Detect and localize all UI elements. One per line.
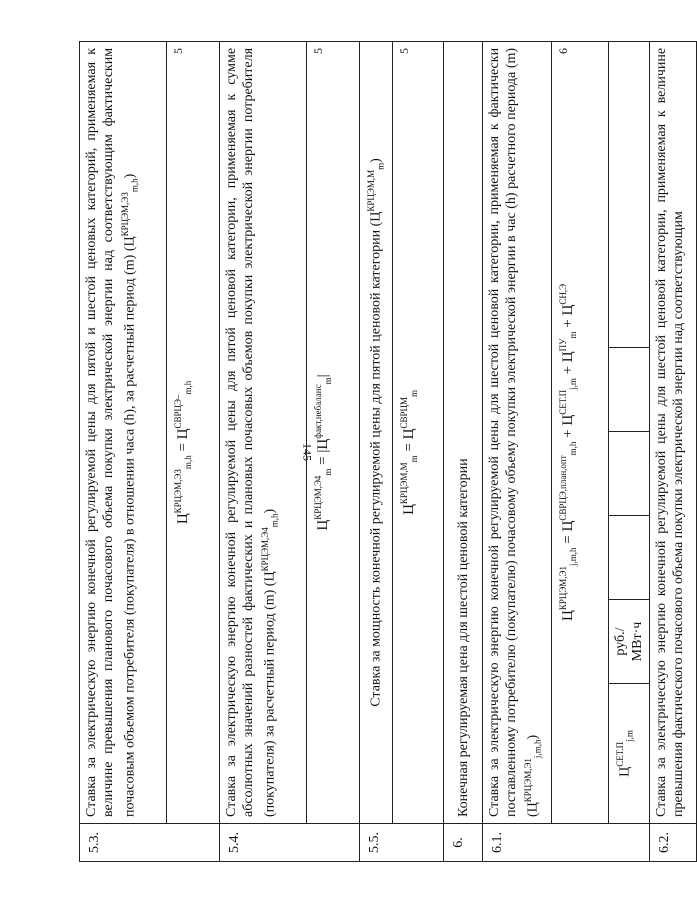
formula: $Ц^{КРЦЭМ,М}_m = Ц^{СВРЦМ}_m$: [399, 390, 420, 515]
row-description: Ставка за электрическую энергию конечной регулируемой цены для шестой ценовой категории, применяемая к величине превышения фактического почасового объема покупки электрической энергии над соответствующим: [650, 41, 697, 823]
row-number: 6.1.: [483, 824, 650, 862]
component-label: $Ц^{СЕТ.П}_{j,m}$: [609, 684, 650, 824]
formula: $Ц^{КРЦЭМ,Э4}_m = |Ц^{факт,небаланс}_m|$: [313, 374, 333, 531]
row-formula: [393, 41, 444, 823]
table-row-5-4: [220, 41, 307, 861]
row-description: Ставка за электрическую энергию конечной регулируемой цены для шестой ценовой категории, применяемая к фактически поставленному потребителю (покупателю) почасовому объему покупки электрической энергии в час (h) расчетного периода (m) $(Ц^{КРЦЭМ,Э1}_{j,m,h})$: [483, 41, 552, 823]
footnote-number: 5: [397, 47, 412, 54]
formula: $Ц^{КРЦЭМ,Э1}_{j,m,h} = Ц^{СВРЦЭ,план,опт}_{m,h} + Ц^{СЕТ.П}_{j,m} + Ц^{ПУ}_m + Ц^{СН,Э}$: [558, 283, 579, 621]
table-row-6-1-components: [609, 41, 650, 861]
formula: $Ц^{КРЦЭМ,ЭЗ}_{m,h} = Ц^{СВРЦЭ-}_{m,h}$: [173, 380, 193, 525]
table-row-6: [444, 41, 483, 861]
table-row-6-2: [650, 41, 697, 861]
row-number: 5.3.: [80, 824, 220, 862]
row-formula: [307, 41, 360, 823]
row-number: 5.5.: [360, 824, 444, 862]
row-description: Ставка за электрическую энергию конечной регулируемой цены для пятой и шестой ценовых категорий, применяемая к величине превышения планового почасового объема покупки электрической энергии над соответствующим фактическим почасовым объемом потребителя (покупателя) в отношении часа (h), за расчетный период (m) $(Ц^{КРЦЭМ,ЭЗ}_{m,h})$: [80, 41, 167, 823]
table-row-6-1: [483, 41, 552, 861]
table-row-6-1-formula: [552, 41, 609, 861]
row-formula: [167, 41, 220, 823]
table-row-5-3: [80, 41, 167, 861]
tariff-table-rotated: [79, 42, 687, 862]
tariff-table: [79, 41, 697, 862]
page-number: 145: [300, 443, 315, 461]
footnote-number: 6: [556, 47, 571, 54]
component-unit: руб./ МВт·ч: [609, 600, 650, 684]
table-row-5-5: [360, 41, 393, 861]
footnote-number: 5: [171, 47, 185, 54]
empty-cell: [609, 516, 650, 600]
empty-cell: [609, 348, 650, 432]
table-row-5-5-formula: [393, 41, 444, 861]
table-row-5-4-formula: [307, 41, 360, 861]
row-number: 5.4.: [220, 824, 360, 862]
empty-cell: [609, 41, 650, 347]
row-formula: [552, 41, 609, 823]
row-number: 6.: [444, 824, 483, 862]
table-row-5-3-formula: [167, 41, 220, 861]
row-description: Конечная регулируемая цена для шестой ценовой категории: [444, 41, 483, 823]
row-description: Ставка за электрическую энергию конечной регулируемой цены для пятой ценовой категории, применяемая к сумме абсолютных значений разностей фактических и плановых почасовых объемов покупки электрической энергии потребителя (покупателя) за расчетный период (m) $(Ц^{КРЦЭМ,Э4}_{m,h})$: [220, 41, 307, 823]
row-number: 6.2.: [650, 824, 697, 862]
footnote-number: 5: [311, 47, 325, 54]
empty-cell: [609, 432, 650, 516]
row-description: Ставка за мощность конечной регулируемой цены для пятой ценовой категории $(Ц^{КРЦЭМ,М}_m)$: [360, 41, 393, 823]
